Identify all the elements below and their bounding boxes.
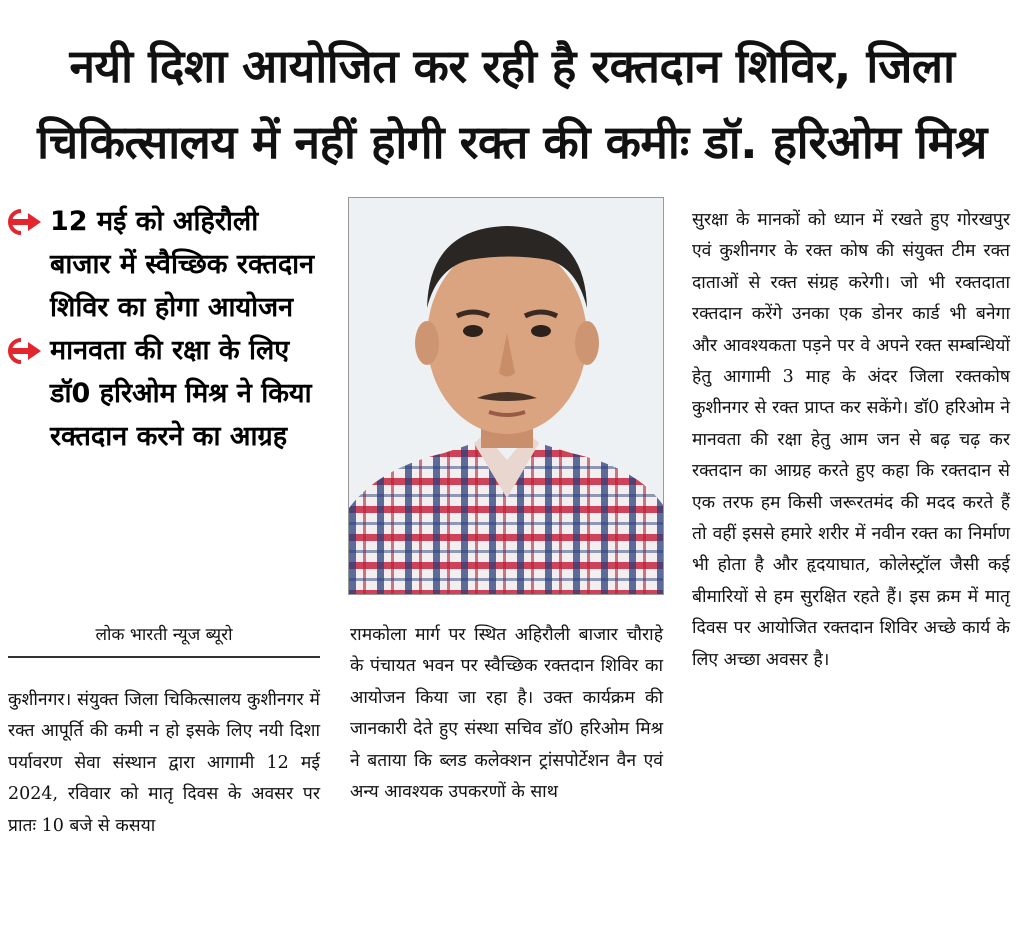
byline: लोक भारती न्यूज ब्यूरो xyxy=(95,625,233,645)
highlights-list xyxy=(8,200,328,458)
highlight-text: 12 मई को अहिरौली बाजार में स्वैच्छिक रक्तदान शिविर का होगा आयोजन xyxy=(50,206,315,323)
headline-line-1: नयी दिशा आयोजित कर रही है रक्तदान शिविर, जिला xyxy=(69,39,955,93)
highlight-item xyxy=(8,329,328,458)
highlight-item xyxy=(8,200,328,329)
cropped-top-strip xyxy=(0,0,1024,10)
arrow-right-circle-icon xyxy=(8,209,42,235)
headline xyxy=(0,28,1024,180)
article-column-3: सुरक्षा के मानकों को ध्यान में रखते हुए गोरखपुर एवं कुशीनगर के रक्त कोष की संयुक्त टीम रक्त दाताओं से रक्त संग्रह करेगी। जो भी रक्तदाता रक्तदान करेंगे उनका एक डोनर कार्ड भी बनेगा और आवश्यकता पड़ने पर वे अपने रक्त सम्बन्धियों हेतु आगामी 3 माह के अंदर जिला रक्तकोष कुशीनगर से रक्त प्राप्त कर सकेंगे। डॉ0 हरिओम ने मानवता की रक्षा हेतु आम जन से बढ़ चढ़ कर रक्तदान का आग्रह करते हुए कहा कि रक्तदान से एक तरफ हम किसी जरूरतमंद की मदद करते हैं तो वहीं इससे हमारे शरीर में नवीन रक्त का निर्माण भी होता है और हृदयाघात, कोलेस्ट्रॉल जैसी कई बीमारियों से हम सुरक्षित रहते हैं। इस क्रम में मातृ दिवस पर आयोजित रक्तदान शिविर अच्छे कार्य के लिए अच्छा अवसर है। xyxy=(692,210,1010,670)
highlight-text: मानवता की रक्षा के लिए डॉ0 हरिओम मिश्र ने किया रक्तदान करने का आग्रह xyxy=(50,335,312,452)
portrait-photo xyxy=(348,197,664,595)
byline-block xyxy=(8,620,320,658)
article-column-1: कुशीनगर। संयुक्त जिला चिकित्सालय कुशीनगर में रक्त आपूर्ति की कमी न हो इसके लिए नयी दिशा पर्यावरण सेवा संस्थान द्वारा आगामी 12 मई 2024, रविवार को मातृ दिवस के अवसर पर प्रातः 10 बजे से कसया xyxy=(8,690,320,836)
headline-line-2: चिकित्सालय में नहीं होगी रक्त की कमीः डॉ. हरिओम मिश्र xyxy=(37,115,987,169)
arrow-right-circle-icon xyxy=(8,338,42,364)
article-column-2: रामकोला मार्ग पर स्थित अहिरौली बाजार चौराहे के पंचायत भवन पर स्वैच्छिक रक्तदान शिविर का आयोजन किया जा रहा है। उक्त कार्यक्रम की जानकारी देते हुए संस्था सचिव डॉ0 हरिओम मिश्र ने बताया कि ब्लड कलेक्शन ट्रांसपोर्टेशन वैन एवं अन्य आवश्यक उपकरणों के साथ xyxy=(350,625,663,803)
byline-divider xyxy=(8,656,320,658)
portrait-illustration xyxy=(349,198,664,595)
